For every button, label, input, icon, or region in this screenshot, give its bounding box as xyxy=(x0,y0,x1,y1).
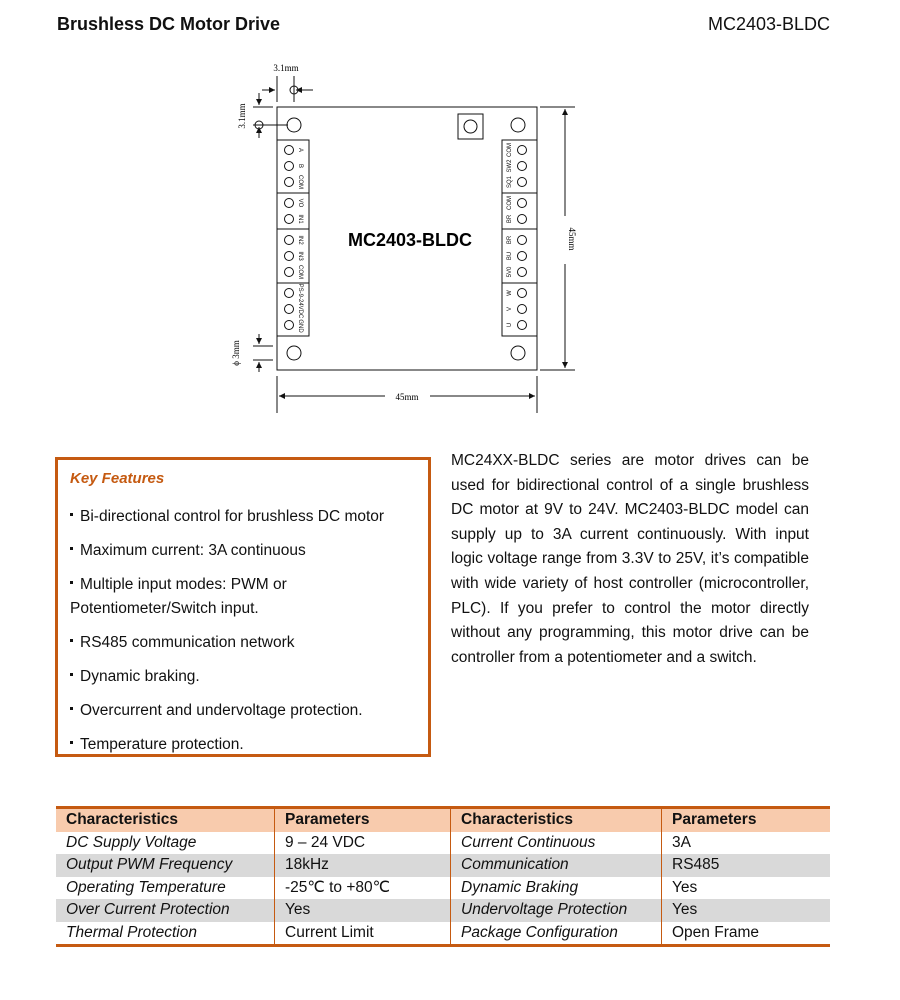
right-pin-label: SW2 xyxy=(507,159,513,173)
board-outline-diagram xyxy=(215,58,595,413)
bullet-icon xyxy=(70,581,73,584)
key-features-title: Key Features xyxy=(70,470,165,487)
table-row xyxy=(56,877,830,900)
right-pin-label: V xyxy=(507,306,513,312)
table-row xyxy=(56,899,830,922)
table-cell: 18kHz xyxy=(275,854,451,877)
table-cell: -25℃ to +80℃ xyxy=(275,877,451,900)
feature-item: Dynamic braking. xyxy=(70,665,426,689)
potentiometer xyxy=(458,114,483,139)
bullet-icon xyxy=(70,639,73,642)
table-cell: Open Frame xyxy=(672,923,760,941)
right-pin-label: 5V0 xyxy=(507,266,513,278)
table-cell: Current Continuous xyxy=(451,832,662,855)
left-pin-label: COM xyxy=(297,265,303,279)
feature-item: Multiple input modes: PWM or Potentiometer/Switch input. xyxy=(70,576,287,617)
table-cell: Yes xyxy=(275,899,451,922)
specifications-table xyxy=(56,806,830,947)
table-cell: Operating Temperature xyxy=(56,877,275,900)
feature-item: Bi-directional control for brushless DC motor xyxy=(70,505,426,529)
right-pin-label: U xyxy=(507,322,513,328)
table-cell: Over Current Protection xyxy=(56,899,275,922)
table-cell: Yes xyxy=(672,878,698,896)
table-cell: RS485 xyxy=(662,854,831,877)
product-description: MC24XX-BLDC series are motor drives can be used for bidirectional control of a single brushless DC motor at 9V to 24V. MC2403-BLDC model can supply up to 3A current continuously. With input logic voltage range from 3.3V to 25V, it’s compatible with wide variety of host controller (microcontroller, PLC). If you prefer to control the motor directly without any programming, this motor drive can be controller from a potentiometer and a switch. xyxy=(451,452,809,666)
key-features-box xyxy=(55,457,431,757)
feature-item: Overcurrent and undervoltage protection. xyxy=(70,699,426,723)
left-pin-label: IN1 xyxy=(297,214,303,224)
right-pin-label: COM xyxy=(507,143,513,157)
table-row xyxy=(56,832,830,855)
table-cell: Yes xyxy=(662,899,831,922)
table-cell: Output PWM Frequency xyxy=(56,854,275,877)
document-title: Brushless DC Motor Drive xyxy=(57,14,281,34)
right-pin-label: COM xyxy=(507,196,513,210)
right-pin-label: W xyxy=(507,290,513,296)
bullet-icon xyxy=(70,673,73,676)
right-pin-label: BR xyxy=(507,235,513,245)
dim-width: 45mm xyxy=(395,392,419,402)
table-cell: Thermal Protection xyxy=(56,922,275,946)
left-connector-2 xyxy=(277,193,309,229)
table-cell: Communication xyxy=(451,854,662,877)
right-pin-circles xyxy=(518,146,527,330)
column-header: Characteristics xyxy=(451,808,662,832)
feature-item: Maximum current: 3A continuous xyxy=(70,539,426,563)
right-pin-label: BU xyxy=(507,251,513,261)
mount-hole-top-left xyxy=(287,118,301,132)
dim-hole-offset-y: 3.1mm xyxy=(237,103,247,129)
column-header: Characteristics xyxy=(56,808,275,832)
bullet-icon xyxy=(70,547,73,550)
right-pin-label: SQ1 xyxy=(507,175,513,189)
left-pin-circles xyxy=(285,146,294,330)
column-header: Parameters xyxy=(275,808,451,832)
left-pin-label: VO xyxy=(297,198,303,208)
column-header: Parameters xyxy=(662,808,831,832)
dim-height: 45mm xyxy=(567,227,577,251)
table-cell: 3A xyxy=(672,833,691,851)
right-pin-label: BR xyxy=(507,214,513,224)
table-cell: DC Supply Voltage xyxy=(56,832,275,855)
table-cell: 9 – 24 VDC xyxy=(275,832,451,855)
table-cell: Package Configuration xyxy=(451,922,662,946)
left-pin-label: COM xyxy=(297,175,303,189)
bullet-icon xyxy=(70,707,73,710)
table-row xyxy=(56,854,830,877)
board-label: MC2403-BLDC xyxy=(347,230,473,250)
feature-item: Temperature protection. xyxy=(70,733,426,757)
table-cell: Undervoltage Protection xyxy=(451,899,662,922)
model-number: MC2403-BLDC xyxy=(707,14,830,34)
feature-item: RS485 communication network xyxy=(70,631,426,655)
table-row xyxy=(56,922,830,946)
left-pin-label: A xyxy=(297,147,303,153)
table-cell: Current Limit xyxy=(275,922,451,946)
mount-hole-bottom-left xyxy=(287,346,301,360)
left-pin-label: GND xyxy=(297,319,303,333)
bullet-icon xyxy=(70,513,73,516)
left-pin-label: IN2 xyxy=(297,235,303,245)
dim-hole-diameter: ϕ 3mm xyxy=(231,340,241,366)
bullet-icon xyxy=(70,741,73,744)
dim-hole-offset-x: 3.1mm xyxy=(273,63,299,73)
left-pin-label: PS-9-24VDC xyxy=(297,283,303,319)
key-features-list xyxy=(70,505,426,767)
table-header-row xyxy=(56,808,830,832)
table-cell: Dynamic Braking xyxy=(451,877,662,900)
mount-hole-top-right xyxy=(511,118,525,132)
left-pin-label: B xyxy=(297,163,303,169)
left-pin-label: IN3 xyxy=(297,251,303,261)
mount-hole-bottom-right xyxy=(511,346,525,360)
